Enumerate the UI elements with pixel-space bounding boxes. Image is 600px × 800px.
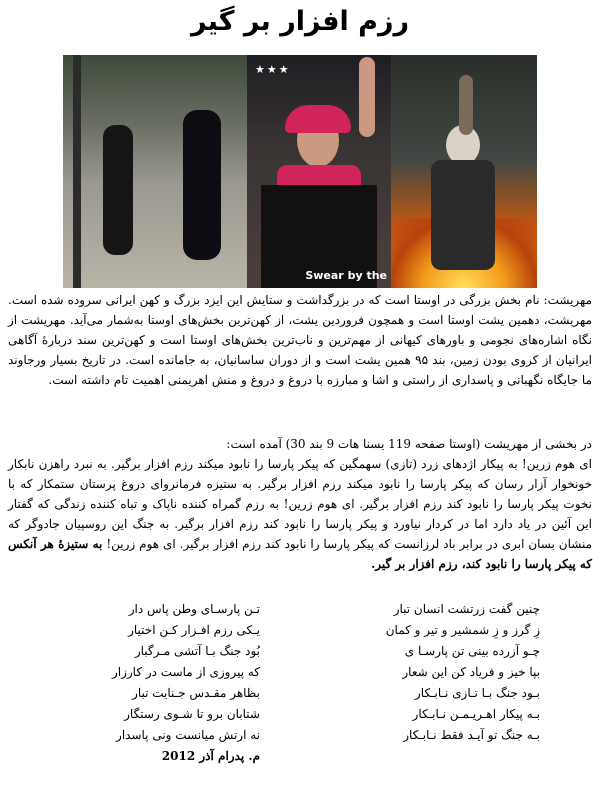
photo-woman-shouting xyxy=(247,55,391,288)
police-figure xyxy=(183,110,221,260)
signature: م. پدرام آذر 2012 xyxy=(161,748,260,763)
stars-label: ★★★ xyxy=(255,63,291,76)
raised-fist xyxy=(459,75,473,135)
poem-verse xyxy=(60,724,540,745)
signature-row xyxy=(60,745,540,766)
verse-left: بُود جنگ بـا آتشی مـرگبار xyxy=(134,643,260,658)
poem-verse xyxy=(60,703,540,724)
verse-left: تـن پارسـای وطن پاس دار xyxy=(128,601,260,616)
raised-arm xyxy=(359,57,375,137)
poem-verse xyxy=(60,619,540,640)
verse-right: چـو آزرده بینی تن پارسـا ی xyxy=(404,643,540,658)
verse-right: بپا خیز و فریاد کن این شعار xyxy=(402,664,540,679)
verse-left: یـکی رزم افـزار کـن اختیار xyxy=(128,622,260,637)
poem-verse xyxy=(60,682,540,703)
photo-fire-protester xyxy=(391,55,537,288)
verse-right: بـه پیکار اهـریـمـن نـابـکار xyxy=(412,706,540,721)
quote-body: ای هوم زرین! به پیکار اژدهای زرد (تازی) سهمگین که پیکر پارسا را نابود میکند رزم افزار برگیر. به نبرد راهزن نابکار خونخوار آزار رسان که پیکر پارسا را نابود میکند رزم افزار برگیر. به ستیزه فرمانروای دروغ پرستان ستمکار که با نخوت پیکر پارسا را نابود کند رزم افزار برگیر. ای هوم زرین! به رزم گمراه کننده ناپاک و تباه کننده زندگی که گفتار این آئین در یاد دارد اما در کردار نیاورد و پیکر پارسا را نابود کند رزم افزار برگیر. به جنگ این روسپیان جادوگر که منشان بسان ابری در برابر باد لرزانست که پیکر پارسا را نابود کند رزم افزار برگیر. ای هوم زرین! xyxy=(8,457,593,551)
quote-paragraph xyxy=(8,434,592,574)
intro-paragraph: مهریشت: نام بخش بزرگی در اوستا است که در بزرگداشت و ستایش این ایزد بزرگ و کهن ایرانی سروده شده است. مهریشت، دهمین یشت اوستا است و همچون فروردین یشت، از کهن‌ترین بخش‌های اوستا به‌شمار می‌آید. مهریشت از نگاه اشاره‌های نجومی و باورهای کیهانی از مهم‌ترین و ناب‌ترین بخش‌های اوستا است و کهن‌ترین سند دربارهٔ آگاهی ایرانیان از کروی بودن زمین، بند ۹۵ همین یشت است و از دوران ساسانیان، به جامانده است. در تاریخ بسیار ورجاوند ما جایگاه نگهبانی و پاسداری از راستی و اشا و مبارزه با دروغ و دروغ و منش اهریمنی اهمیت تام داشته است. xyxy=(8,293,592,387)
verse-right: چنین گفت زرتشت انسان تبار xyxy=(393,601,540,616)
verse-right: بـه جنگ تو آیـد فقط نـابـکار xyxy=(403,727,540,742)
page-title: رزم افزار بر گیر xyxy=(190,6,410,37)
quote-bold: به ستیزهٔ هر آنکس که پیکر پارسا را نابود کند، رزم افزار بر گیر. xyxy=(8,537,592,571)
verse-left: نه ارتش میانست ونی پاسدار xyxy=(116,727,260,742)
poem-verse xyxy=(60,640,540,661)
verse-right: بـود جنگ بـا تـازی نـابـکار xyxy=(414,685,540,700)
verse-left: بظاهر مقـدس جـنایت تبار xyxy=(132,685,260,700)
photo-street-clash xyxy=(63,55,247,288)
protester-figure xyxy=(103,125,133,255)
photo-caption: Swear by the xyxy=(305,269,387,282)
headscarf xyxy=(285,105,351,133)
jacket xyxy=(431,160,495,270)
poem xyxy=(60,598,540,766)
quote-intro: در بخشی از مهریشت (اوستا صفحه 119 یسنا هات 9 بند 30) آمده است: xyxy=(226,437,592,451)
poem-verse xyxy=(60,598,540,619)
pole xyxy=(73,55,81,288)
poem-verse xyxy=(60,661,540,682)
verse-left: شتابان برو تا شـوی رستگار xyxy=(124,706,260,721)
verse-right: زِ گرز و زِ شمشیر و تیر و کمان xyxy=(385,622,540,637)
verse-left: که پیروزی از ماست در کارزار xyxy=(111,664,260,679)
photo-collage xyxy=(63,55,537,288)
